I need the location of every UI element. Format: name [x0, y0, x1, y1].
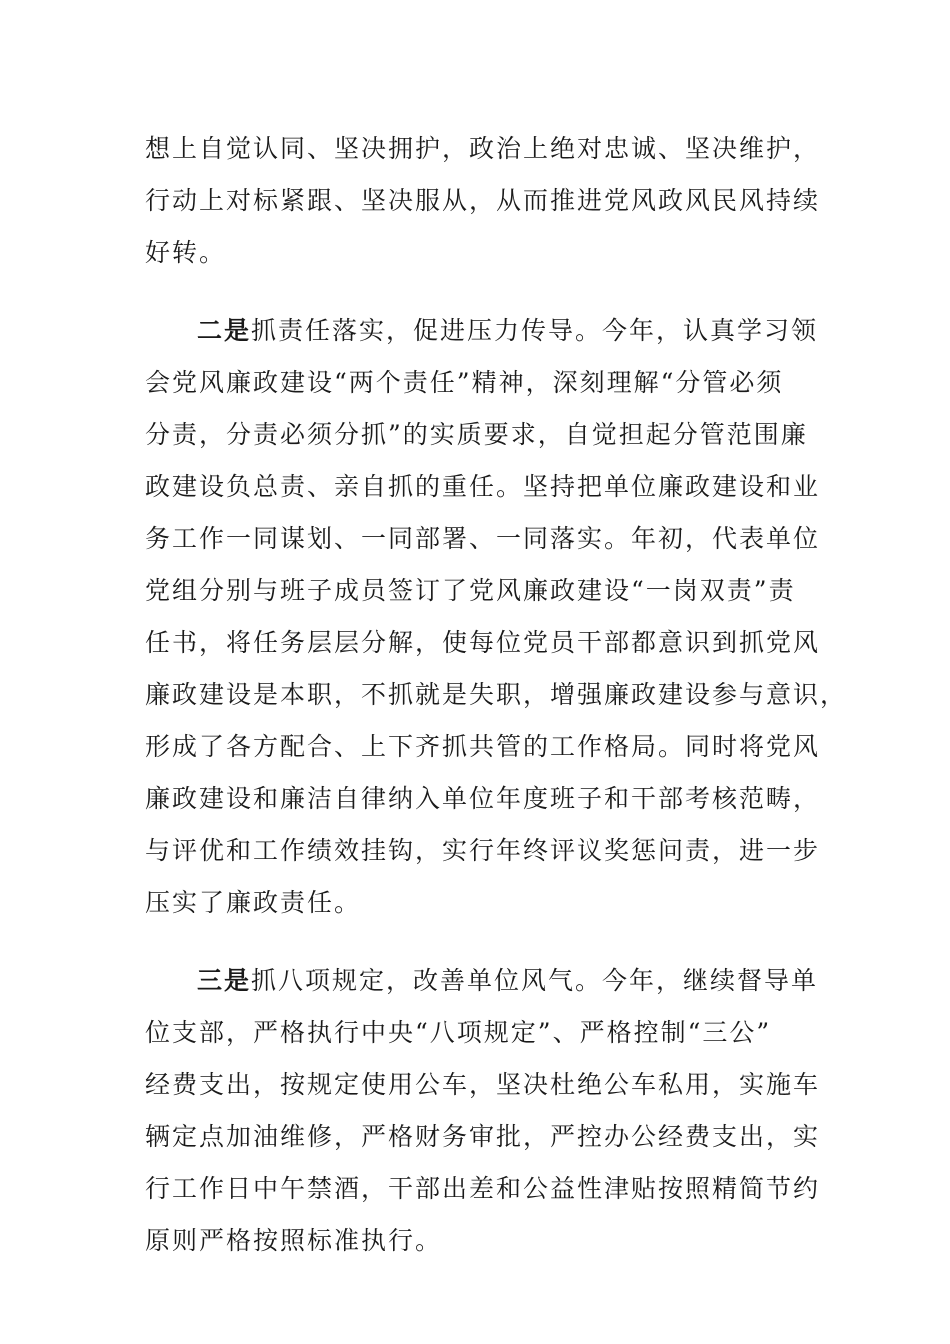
paragraph-line: 任书，将任务层层分解，使每位党员干部都意识到抓党风 — [145, 628, 821, 657]
paragraph-2 — [145, 305, 848, 929]
paragraph-spacer — [145, 929, 810, 955]
paragraph-first-line — [145, 955, 819, 1007]
paragraph-line: 辆定点加油维修，严格财务审批，严控办公经费支出，实 — [145, 1122, 821, 1151]
paragraph-line: 形成了各方配合、上下齐抓共管的工作格局。同时将党风 — [145, 732, 821, 761]
paragraph-line: 政建设负总责、亲自抓的重任。坚持把单位廉政建设和业 — [145, 472, 821, 501]
paragraph-3 — [145, 955, 821, 1267]
paragraph-first-line-text: 抓八项规定，改善单位风气。今年，继续督导单 — [251, 966, 819, 995]
paragraph-line: 原则严格按照标准执行。 — [145, 1226, 443, 1255]
paragraph-first-line-text: 抓责任落实，促进压力传导。今年，认真学习领 — [251, 316, 819, 345]
paragraph-line: 务工作一同谋划、一同部署、一同落实。年初，代表单位 — [145, 524, 821, 553]
paragraph-line: 想上自觉认同、坚决拥护，政治上绝对忠诚、坚决维护， — [145, 134, 821, 163]
paragraph-line: 好转。 — [145, 238, 227, 267]
paragraph-line: 党组分别与班子成员签订了党风廉政建设“一岗双责”责 — [145, 576, 796, 605]
paragraph-line: 分责，分责必须分抓”的实质要求，自觉担起分管范围廉 — [145, 420, 808, 449]
paragraph-line: 会党风廉政建设“两个责任”精神，深刻理解“分管必须 — [145, 368, 784, 397]
paragraph-line: 与评优和工作绩效挂钩，实行年终评议奖惩问责，进一步 — [145, 836, 821, 865]
paragraph-line: 廉政建设和廉洁自律纳入单位年度班子和干部考核范畴， — [145, 784, 821, 813]
paragraph-first-line — [145, 305, 819, 357]
paragraph-lead: 三是 — [197, 966, 252, 995]
paragraph-1 — [145, 123, 821, 279]
document-body — [145, 123, 848, 1267]
paragraph-line: 廉政建设是本职，不抓就是失职，增强廉政建设参与意识， — [145, 680, 848, 709]
paragraph-line: 行工作日中午禁酒，干部出差和公益性津贴按照精简节约 — [145, 1174, 821, 1203]
paragraph-line: 位支部，严格执行中央“八项规定”、严格控制“三公” — [145, 1018, 772, 1047]
paragraph-spacer — [145, 279, 810, 305]
paragraph-line: 行动上对标紧跟、坚决服从，从而推进党风政风民风持续 — [145, 186, 821, 215]
paragraph-line: 压实了廉政责任。 — [145, 888, 362, 917]
paragraph-line: 经费支出，按规定使用公车，坚决杜绝公车私用，实施车 — [145, 1070, 821, 1099]
paragraph-lead: 二是 — [197, 316, 252, 345]
